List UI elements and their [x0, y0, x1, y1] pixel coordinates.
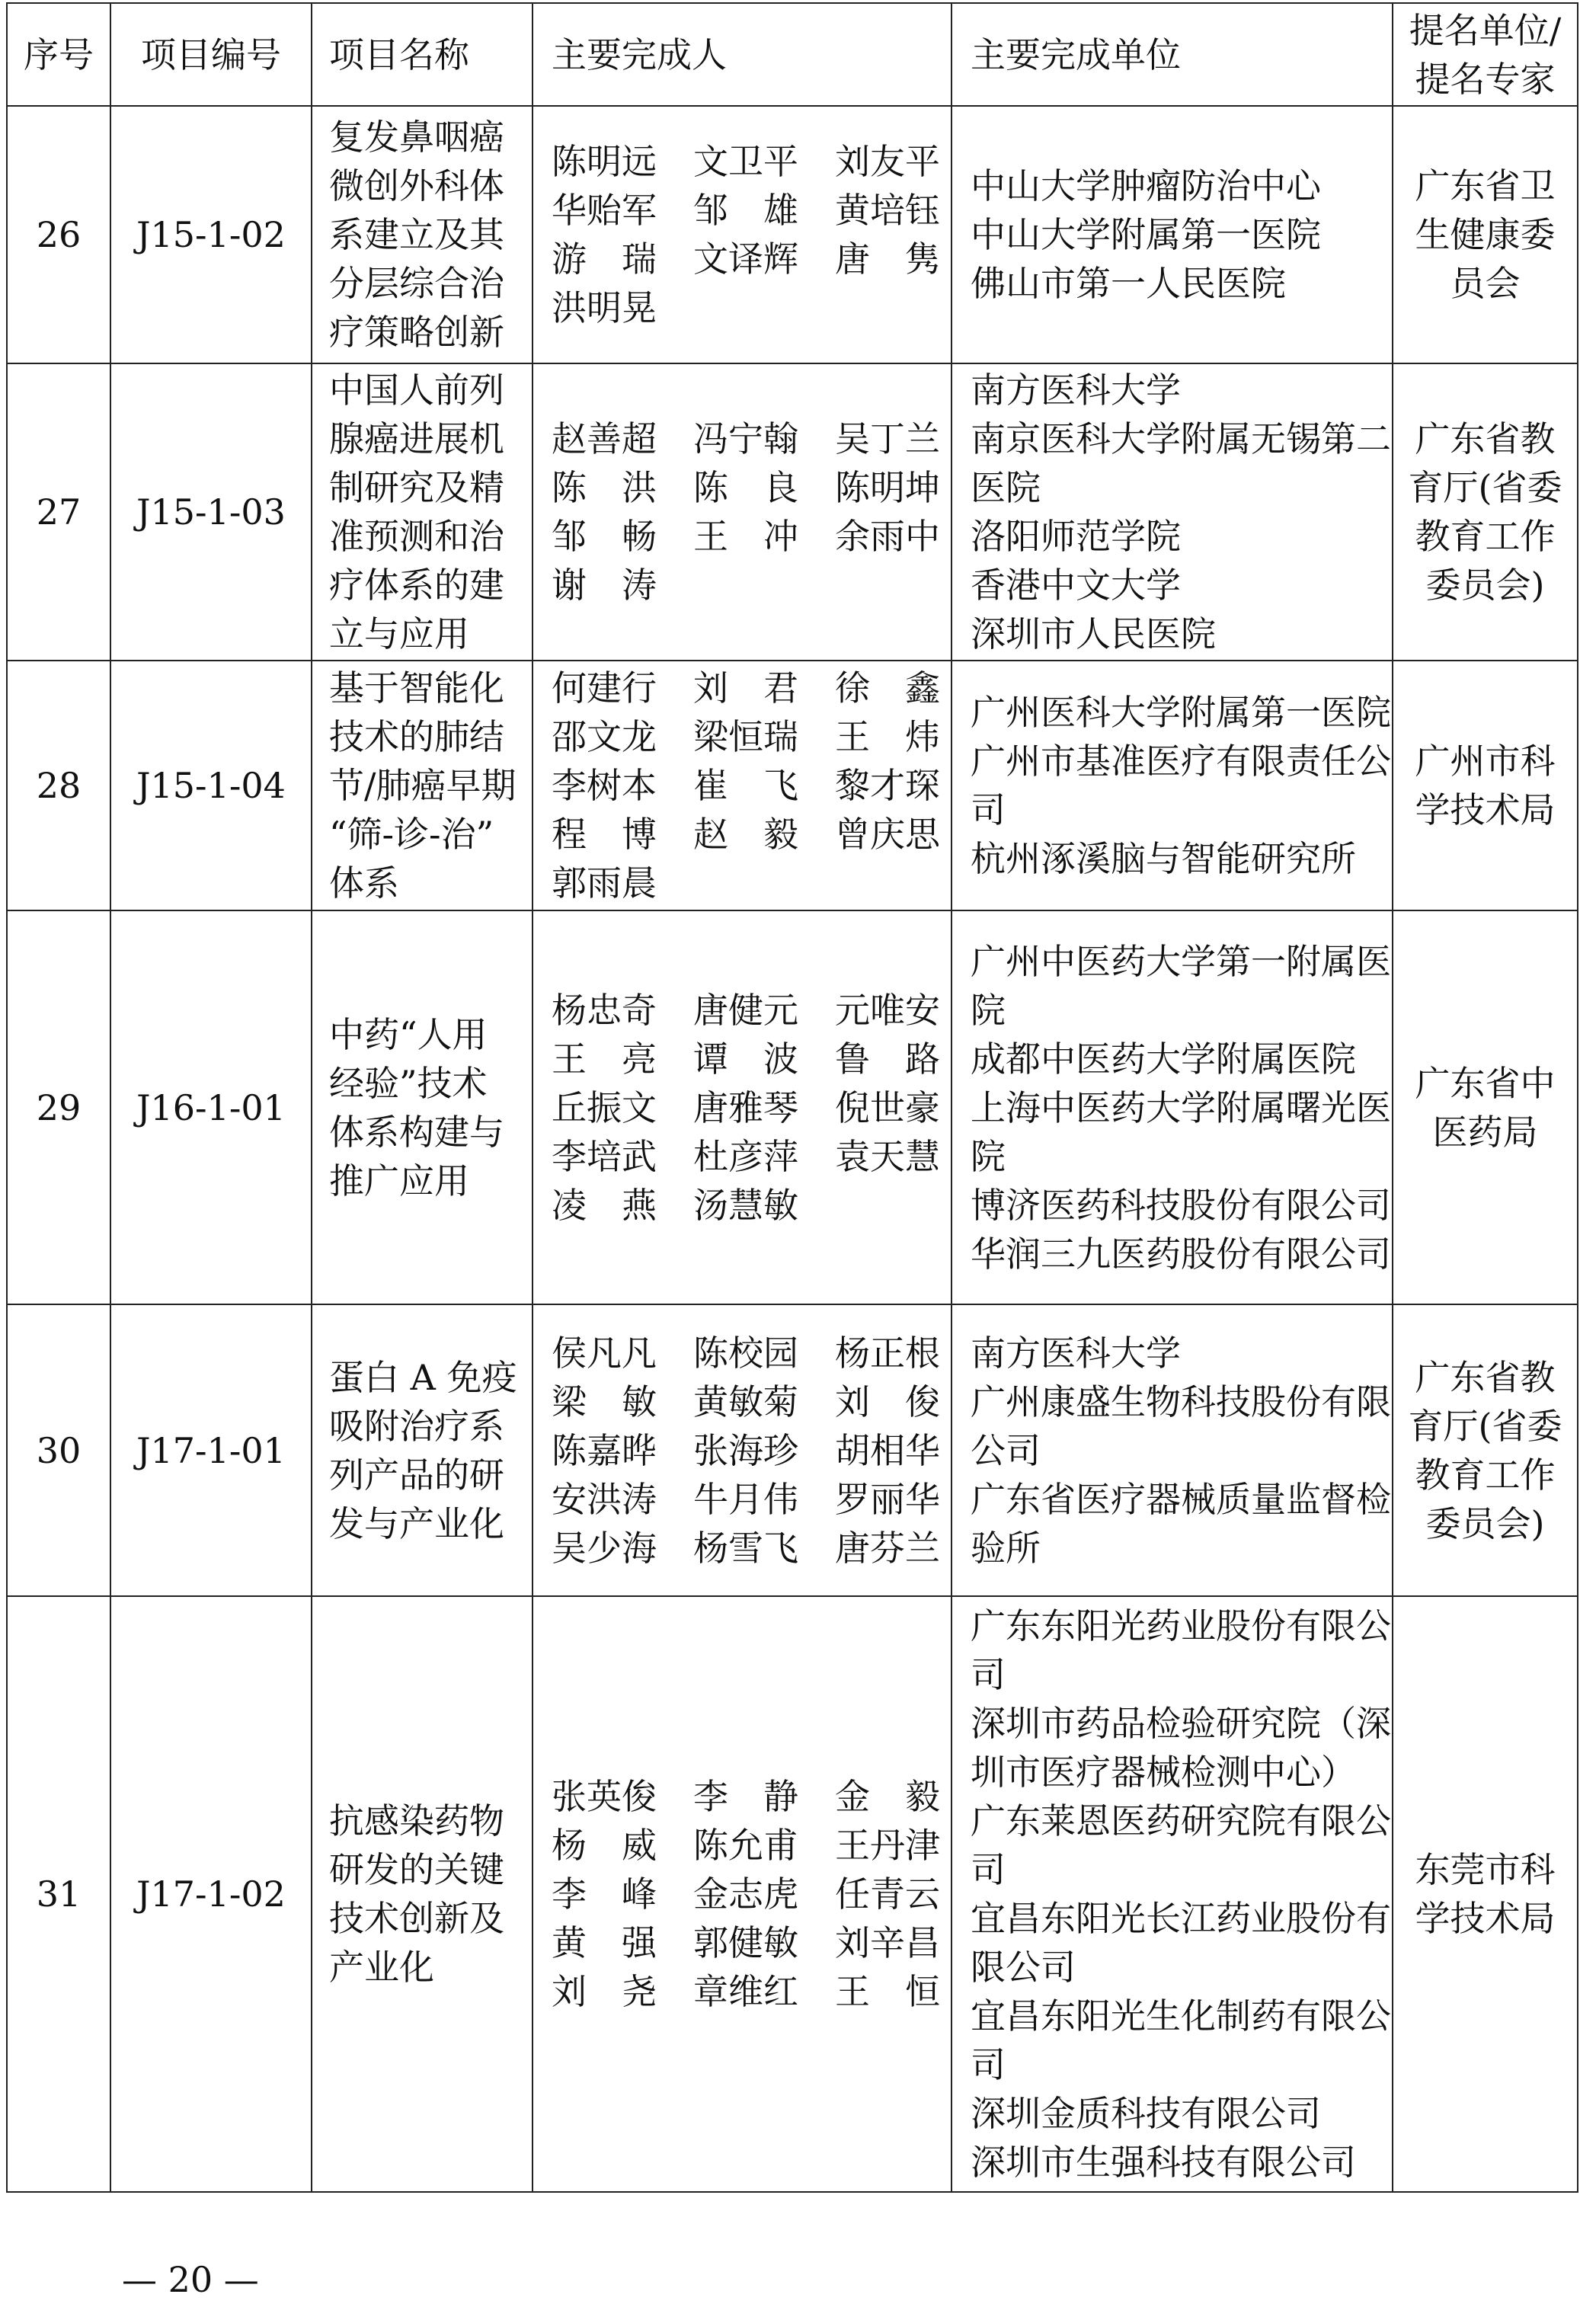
- contributors-line: [552, 986, 943, 1035]
- contributor-name: 陈允甫: [693, 1825, 798, 1866]
- cell-main-units: [952, 661, 1393, 910]
- contributor-name: 元唯安: [835, 989, 940, 1031]
- contributors-line: [552, 1772, 943, 1821]
- contributor-name: 王 炜: [835, 716, 940, 757]
- contributor-name: 刘友平: [835, 141, 940, 182]
- contributors-line: [552, 463, 943, 512]
- table-row: [7, 106, 1578, 363]
- contributor-name: 赵 毅: [693, 814, 798, 855]
- unit-line: 广州医科大学附属第一医院: [971, 692, 1391, 733]
- unit-line: 深圳市人民医院: [971, 613, 1216, 654]
- contributor-name: 金志虎: [693, 1873, 798, 1915]
- project-name-line: 中国人前列: [329, 370, 504, 411]
- contributor-name: 王丹津: [835, 1825, 940, 1866]
- contributors-line: [552, 1821, 943, 1870]
- project-name-line: 经验”技术: [329, 1062, 488, 1104]
- unit-line: 医院: [971, 467, 1041, 508]
- contributor-name: 杨忠奇: [552, 989, 657, 1031]
- contributors-line: [552, 186, 943, 235]
- project-name-line: 列产品的研: [329, 1454, 504, 1496]
- cell-project-name: [312, 1596, 533, 2192]
- contributor-name: 华贻军: [552, 190, 657, 231]
- unit-line: 司: [971, 1654, 1006, 1695]
- contributor-name: 吴丁兰: [835, 418, 940, 459]
- table-header-row: [7, 3, 1578, 106]
- nominator-line: 广东省教: [1415, 418, 1556, 459]
- contributor-name: 李培武: [552, 1135, 657, 1177]
- contributor-name: 陈明坤: [835, 467, 940, 508]
- nominator-line: 育厅(省委: [1408, 467, 1562, 508]
- cell-main-units: [952, 1596, 1393, 2192]
- nominator-line: 委员会): [1425, 1502, 1545, 1544]
- unit-line: 宜昌东阳光生化制药有限公: [971, 1995, 1391, 2037]
- contributors-line: [552, 561, 943, 610]
- unit-line: 广州康盛生物科技股份有限: [971, 1381, 1391, 1422]
- project-name-line: 基于智能化: [329, 667, 504, 709]
- contributor-name: 丘振文: [552, 1086, 657, 1128]
- contributors-line: [552, 1918, 943, 1967]
- project-name-line: 研发的关键: [329, 1849, 504, 1890]
- project-name-line: 技术创新及: [329, 1898, 504, 1939]
- nominator-line: 教育工作: [1415, 1454, 1556, 1496]
- contributor-name: 刘 君: [693, 667, 798, 709]
- project-name-line: 体系: [329, 862, 399, 904]
- cell-nominator: [1393, 1304, 1578, 1596]
- nominator-line: 广州市科: [1415, 741, 1556, 782]
- contributor-name: 郭健敏: [693, 1922, 798, 1963]
- contributor-name: 牛月伟: [693, 1478, 798, 1520]
- cell-project-code: J16-1-01: [110, 910, 312, 1304]
- cell-nominator: [1393, 1596, 1578, 2192]
- contributor-name: 罗丽华: [835, 1478, 940, 1520]
- contributor-name: 张英俊: [552, 1776, 657, 1817]
- contributor-name: 刘辛昌: [835, 1922, 940, 1963]
- awards-table: [6, 2, 1578, 2193]
- contributors-line: [552, 283, 943, 332]
- cell-main-contributors: [533, 1596, 952, 2192]
- contributor-name: 邵文龙: [552, 716, 657, 757]
- page-number: — 20 —: [122, 2259, 259, 2300]
- cell-main-units: [952, 106, 1393, 363]
- contributors-line: [552, 810, 943, 859]
- contributor-name: 金 毅: [835, 1776, 940, 1817]
- contributors-line: [552, 414, 943, 463]
- unit-line: 院: [971, 1135, 1006, 1177]
- contributor-name: 鲁 路: [835, 1038, 940, 1080]
- contributor-name: 冯宁翰: [693, 418, 798, 459]
- contributor-name: 凌 燕: [552, 1184, 657, 1226]
- contributors-line: [552, 1035, 943, 1083]
- cell-project-code: J15-1-04: [110, 661, 312, 910]
- project-name-line: 体系构建与: [329, 1111, 504, 1153]
- project-name-line: 立与应用: [329, 613, 469, 654]
- contributor-name: 杨雪飞: [693, 1527, 798, 1569]
- contributor-name: 程 博: [552, 814, 657, 855]
- table-row: [7, 1304, 1578, 1596]
- unit-line: 司: [971, 1849, 1006, 1890]
- project-name-line: 制研究及精: [329, 467, 504, 508]
- contributor-name: 唐芬兰: [835, 1527, 940, 1569]
- unit-line: 圳市医疗器械检测中心）: [971, 1752, 1356, 1793]
- project-name-line: 抗感染药物: [329, 1800, 504, 1841]
- project-name-line: 腺癌进展机: [329, 418, 504, 459]
- nominator-line: 学技术局: [1415, 1898, 1556, 1939]
- cell-nominator: [1393, 910, 1578, 1304]
- project-name-line: 技术的肺结: [329, 716, 504, 757]
- contributor-name: 王 恒: [835, 1971, 940, 2012]
- contributor-name: 文译辉: [693, 238, 798, 280]
- contributors-line: [552, 1181, 943, 1230]
- cell-main-contributors: [533, 910, 952, 1304]
- contributor-name: 梁 敏: [552, 1381, 657, 1422]
- cell-serial-number: 27: [7, 363, 110, 661]
- unit-line: 中山大学附属第一医院: [971, 214, 1321, 255]
- cell-project-name: [312, 1304, 533, 1596]
- contributor-name: 梁恒瑞: [693, 716, 798, 757]
- project-name-line: 疗体系的建: [329, 565, 504, 606]
- contributor-name: 曾庆思: [835, 814, 940, 855]
- nominator-line: 医药局: [1432, 1111, 1538, 1153]
- contributor-name: 崔 飞: [693, 765, 798, 806]
- contributor-name: 游 瑞: [552, 238, 657, 280]
- project-name-line: 系建立及其: [329, 214, 504, 255]
- contributor-name: 袁天慧: [835, 1135, 940, 1177]
- contributor-name: 黄培钰: [835, 190, 940, 231]
- cell-main-contributors: [533, 661, 952, 910]
- contributors-line: [552, 1132, 943, 1181]
- contributor-name: 倪世豪: [835, 1086, 940, 1128]
- project-name-line: “筛-诊-治”: [329, 814, 494, 855]
- unit-line: 广州市基准医疗有限责任公: [971, 741, 1391, 782]
- cell-main-contributors: [533, 1304, 952, 1596]
- cell-serial-number: 29: [7, 910, 110, 1304]
- contributors-line: [552, 664, 943, 712]
- unit-line: 成都中医药大学附属医院: [971, 1038, 1356, 1080]
- nominator-line: 广东省中: [1415, 1062, 1556, 1104]
- unit-line: 宜昌东阳光长江药业股份有: [971, 1898, 1391, 1939]
- cell-serial-number: 30: [7, 1304, 110, 1596]
- contributor-name: 黄 强: [552, 1922, 657, 1963]
- unit-line: 洛阳师范学院: [971, 516, 1181, 557]
- cell-serial-number: 28: [7, 661, 110, 910]
- unit-line: 香港中文大学: [971, 565, 1181, 606]
- contributors-line: [552, 1870, 943, 1918]
- unit-line: 佛山市第一人民医院: [971, 263, 1286, 304]
- contributors-line: [552, 859, 943, 907]
- unit-line: 博济医药科技股份有限公司: [971, 1184, 1391, 1226]
- cell-nominator: [1393, 106, 1578, 363]
- cell-nominator: [1393, 661, 1578, 910]
- unit-line: 广州中医药大学第一附属医: [971, 940, 1391, 982]
- cell-main-contributors: [533, 363, 952, 661]
- contributor-name: 张海珍: [693, 1429, 798, 1471]
- contributor-name: 李树本: [552, 765, 657, 806]
- unit-line: 广东东阳光药业股份有限公: [971, 1605, 1391, 1646]
- cell-serial-number: 26: [7, 106, 110, 363]
- contributor-name: 唐雅琴: [693, 1086, 798, 1128]
- contributor-name: 洪明晃: [552, 287, 657, 328]
- cell-project-code: J17-1-01: [110, 1304, 312, 1596]
- contributor-name: 吴少海: [552, 1527, 657, 1569]
- header-project-code: 项目编号: [110, 3, 312, 106]
- project-name-line: 中药“人用: [329, 1013, 488, 1055]
- nominator-line: 委员会): [1425, 565, 1545, 606]
- contributor-name: 杨 威: [552, 1825, 657, 1866]
- contributors-line: [552, 235, 943, 283]
- project-name-line: 分层综合治: [329, 263, 504, 304]
- unit-line: 司: [971, 789, 1006, 830]
- unit-line: 南京医科大学附属无锡第二: [971, 418, 1391, 459]
- contributor-name: 谭 波: [693, 1038, 798, 1080]
- cell-project-name: [312, 363, 533, 661]
- contributor-name: 邹 畅: [552, 516, 657, 557]
- nominator-line: 员会: [1450, 263, 1521, 304]
- contributor-name: 黎才琛: [835, 765, 940, 806]
- project-name-line: 节/肺癌早期: [329, 765, 517, 806]
- nominator-line: 学技术局: [1415, 789, 1556, 830]
- contributors-line: [552, 1475, 943, 1524]
- contributors-line: [552, 512, 943, 561]
- contributor-name: 王 冲: [693, 516, 798, 557]
- contributors-line: [552, 137, 943, 186]
- header-main-contributors: 主要完成人: [533, 3, 952, 106]
- cell-project-code: J15-1-03: [110, 363, 312, 661]
- contributor-name: 王 亮: [552, 1038, 657, 1080]
- contributor-name: 徐 鑫: [835, 667, 940, 709]
- contributor-name: 安洪涛: [552, 1478, 657, 1520]
- contributor-name: 李 静: [693, 1776, 798, 1817]
- cell-project-name: [312, 661, 533, 910]
- contributors-line: [552, 761, 943, 810]
- contributor-name: 赵善超: [552, 418, 657, 459]
- header-nominator-line: 提名单位/: [1409, 9, 1562, 51]
- unit-line: 深圳金质科技有限公司: [971, 2093, 1321, 2134]
- unit-line: 公司: [971, 1429, 1041, 1471]
- cell-main-contributors: [533, 106, 952, 363]
- unit-line: 深圳市生强科技有限公司: [971, 2142, 1356, 2183]
- nominator-line: 广东省教: [1415, 1356, 1556, 1398]
- contributor-name: 陈 洪: [552, 467, 657, 508]
- contributor-name: 何建行: [552, 667, 657, 709]
- nominator-line: 生健康委: [1415, 214, 1556, 255]
- project-name-line: 疗策略创新: [329, 312, 504, 353]
- header-project-name: 项目名称: [312, 3, 533, 106]
- contributor-name: 陈明远: [552, 141, 657, 182]
- contributors-line: [552, 1967, 943, 2016]
- table-row: [7, 1596, 1578, 2192]
- contributor-name: 任青云: [835, 1873, 940, 1915]
- nominator-line: 东莞市科: [1415, 1849, 1556, 1890]
- project-name-line: 推广应用: [329, 1160, 469, 1201]
- cell-project-name: [312, 910, 533, 1304]
- header-serial-number: 序号: [7, 3, 110, 106]
- contributor-name: 黄敏菊: [693, 1381, 798, 1422]
- nominator-line: 育厅(省委: [1408, 1405, 1562, 1447]
- unit-line: 限公司: [971, 1947, 1076, 1988]
- contributor-name: 唐 隽: [835, 238, 940, 280]
- contributor-name: 唐健元: [693, 989, 798, 1031]
- contributor-name: 杜彦萍: [693, 1135, 798, 1177]
- contributor-name: 侯凡凡: [552, 1332, 657, 1374]
- contributor-name: 余雨中: [835, 516, 940, 557]
- unit-line: 院: [971, 989, 1006, 1031]
- project-name-line: 蛋白 A 免疫: [329, 1356, 517, 1398]
- cell-project-code: J17-1-02: [110, 1596, 312, 2192]
- contributor-name: 李 峰: [552, 1873, 657, 1915]
- unit-line: 华润三九医药股份有限公司: [971, 1233, 1391, 1275]
- unit-line: 广东省医疗器械质量监督检: [971, 1478, 1391, 1520]
- project-name-line: 微创外科体: [329, 165, 504, 206]
- project-name-line: 准预测和治: [329, 516, 504, 557]
- nominator-line: 广东省卫: [1415, 165, 1556, 206]
- table-row: [7, 661, 1578, 910]
- cell-nominator: [1393, 363, 1578, 661]
- unit-line: 南方医科大学: [971, 1332, 1181, 1374]
- cell-project-name: [312, 106, 533, 363]
- unit-line: 中山大学肿瘤防治中心: [971, 165, 1321, 206]
- unit-line: 深圳市药品检验研究院（深: [971, 1703, 1391, 1744]
- cell-main-units: [952, 910, 1393, 1304]
- unit-line: 南方医科大学: [971, 370, 1181, 411]
- unit-line: 广东莱恩医药研究院有限公: [971, 1800, 1391, 1841]
- unit-line: 杭州涿溪脑与智能研究所: [971, 838, 1356, 879]
- contributor-name: 汤慧敏: [693, 1184, 798, 1226]
- cell-main-units: [952, 1304, 1393, 1596]
- contributor-name: 刘 尧: [552, 1971, 657, 2012]
- header-nominator-line: 提名专家: [1415, 58, 1556, 100]
- cell-main-units: [952, 363, 1393, 661]
- project-name-line: 发与产业化: [329, 1502, 504, 1544]
- contributor-name: 谢 涛: [552, 565, 657, 606]
- table-row: [7, 910, 1578, 1304]
- contributor-name: 陈嘉晔: [552, 1429, 657, 1471]
- cell-project-code: J15-1-02: [110, 106, 312, 363]
- cell-serial-number: 31: [7, 1596, 110, 2192]
- contributor-name: 陈校园: [693, 1332, 798, 1374]
- table-row: [7, 363, 1578, 661]
- header-nominator: [1393, 3, 1578, 106]
- header-main-units: 主要完成单位: [952, 3, 1393, 106]
- contributor-name: 刘 俊: [835, 1381, 940, 1422]
- project-name-line: 复发鼻咽癌: [329, 117, 504, 158]
- contributor-name: 胡相华: [835, 1429, 940, 1471]
- contributors-line: [552, 1083, 943, 1132]
- project-name-line: 产业化: [329, 1947, 434, 1988]
- contributor-name: 文卫平: [693, 141, 798, 182]
- contributors-line: [552, 712, 943, 761]
- contributors-line: [552, 1524, 943, 1573]
- contributors-line: [552, 1329, 943, 1377]
- unit-line: 司: [971, 2044, 1006, 2085]
- project-name-line: 吸附治疗系: [329, 1405, 504, 1447]
- contributor-name: 杨正根: [835, 1332, 940, 1374]
- unit-line: 验所: [971, 1527, 1041, 1569]
- contributor-name: 陈 良: [693, 467, 798, 508]
- unit-line: 上海中医药大学附属曙光医: [971, 1086, 1391, 1128]
- contributor-name: 章维红: [693, 1971, 798, 2012]
- contributor-name: 邹 雄: [693, 190, 798, 231]
- nominator-line: 教育工作: [1415, 516, 1556, 557]
- contributors-line: [552, 1377, 943, 1426]
- contributors-line: [552, 1426, 943, 1475]
- contributor-name: 郭雨晨: [552, 862, 657, 904]
